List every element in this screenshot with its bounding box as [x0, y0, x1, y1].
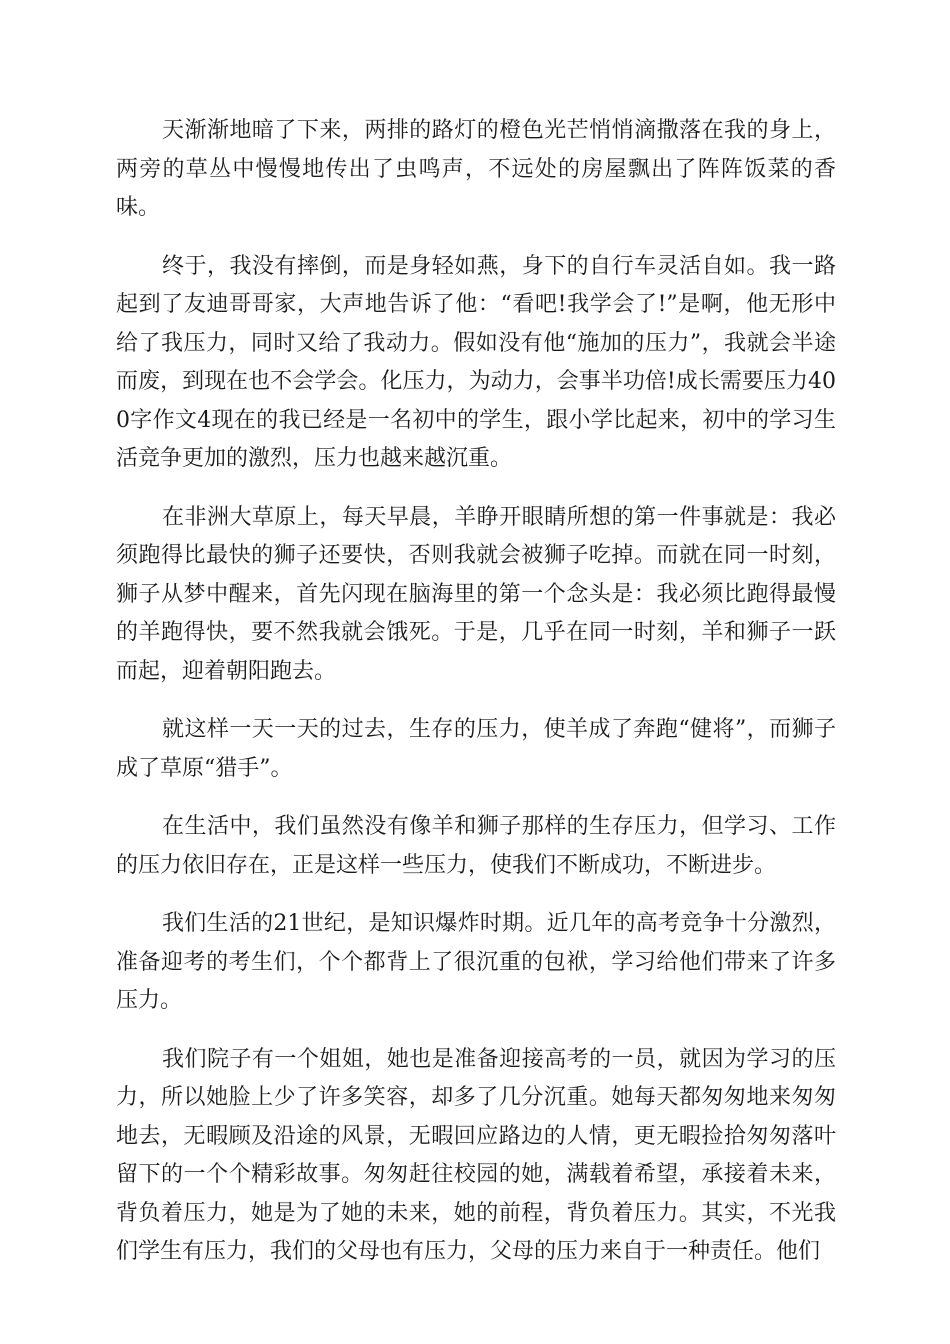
- paragraph-2: 终于，我没有摔倒，而是身轻如燕，身下的自行车灵活自如。我一路起到了友迪哥哥家，大声地告诉了他：“看吧!我学会了!”是啊，他无形中给了我压力，同时又给了我动力。假如没有他“施加的压力”，我就会半途而废，到现在也不会学会。化压力，为动力，会事半功倍!成长需要压力400字作文4现在的我已经是一名初中的学生，跟小学比起来，初中的学习生活竞争更加的激烈，压力也越来越沉重。: [116, 253, 836, 471]
- paragraph-1: 天渐渐地暗了下来，两排的路灯的橙色光芒悄悄滴撒落在我的身上，两旁的草丛中慢慢地传出了虫鸣声，不远处的房屋飘出了阵阵饭菜的香味。: [116, 118, 836, 220]
- paragraph-4: 就这样一天一天的过去，生存的压力，使羊成了奔跑“健将”，而狮子成了草原“猎手”。: [116, 717, 836, 781]
- paragraph-7: 我们院子有一个姐姐，她也是准备迎接高考的一员，就因为学习的压力，所以她脸上少了许多笑容，却多了几分沉重。她每天都匆匆地来匆匆地去，无暇顾及沿途的风景，无暇回应路边的人情，更无暇捡拾匆匆落叶留下的一个个精彩故事。匆匆赶往校园的她，满载着希望，承接着未来，背负着压力，她是为了她的未来，她的前程，背负着压力。其实，不光我们学生有压力，我们的父母也有压力，父母的压力来自于一种责任。他们: [116, 1046, 836, 1264]
- document-body: [116, 112, 836, 1292]
- paragraph-6: 我们生活的21世纪，是知识爆炸时期。近几年的高考竞争十分激烈，准备迎考的考生们，个个都背上了很沉重的包袱，学习给他们带来了许多压力。: [116, 911, 836, 1013]
- paragraph-5: 在生活中，我们虽然没有像羊和狮子那样的生存压力，但学习、工作的压力依旧存在，正是这样一些压力，使我们不断成功，不断进步。: [116, 814, 836, 878]
- paragraph-3: 在非洲大草原上，每天早晨，羊睁开眼睛所想的第一件事就是：我必须跑得比最快的狮子还要快，否则我就会被狮子吃掉。而就在同一时刻，狮子从梦中醒来，首先闪现在脑海里的第一个念头是：我必须比跑得最慢的羊跑得快，要不然我就会饿死。于是，几乎在同一时刻，羊和狮子一跃而起，迎着朝阳跑去。: [116, 504, 836, 684]
